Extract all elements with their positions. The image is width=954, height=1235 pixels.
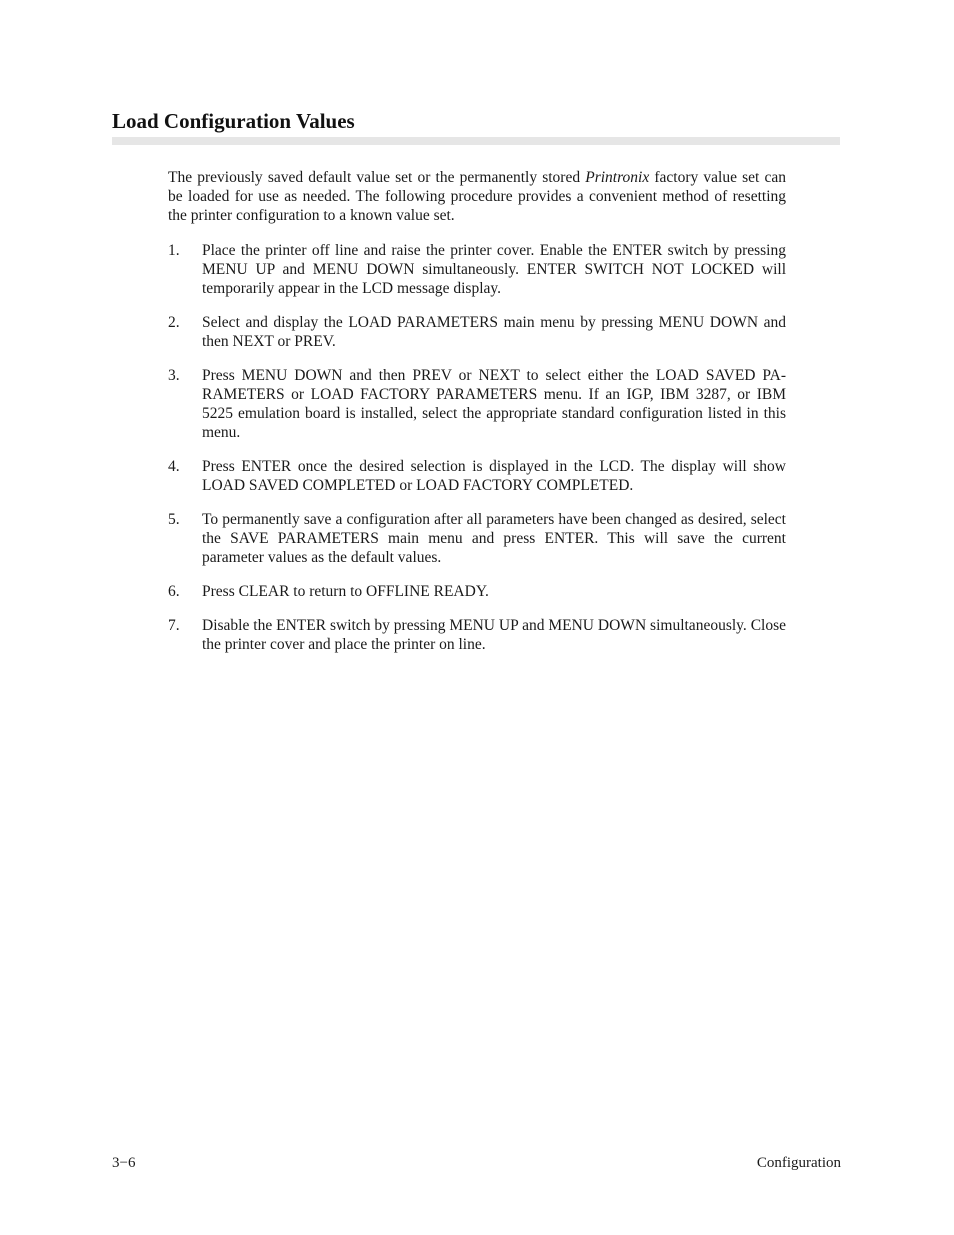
step-number: 3. <box>168 367 180 384</box>
procedure-step <box>168 582 786 601</box>
step-text: Disable the ENTER switch by pressing MENU UP and MENU DOWN simultaneously. Close the printer cover and place the printer on line. <box>202 617 786 653</box>
step-text: Place the printer off line and raise the printer cover. Enable the ENTER switch by pressing MENU UP and MENU DOWN simultaneously. ENTER SWITCH NOT LOCKED will temporarily appear in the LCD message display. <box>202 242 786 297</box>
step-text: Select and display the LOAD PARAMETERS main menu by pressing MENU DOWN and then NEXT or PREV. <box>202 314 786 350</box>
intro-paragraph <box>168 168 786 225</box>
step-text: To permanently save a configuration after all parameters have been changed as desired, select the SAVE PARAMETERS main menu and press ENTER. This will save the current parameter values as the default values. <box>202 511 786 566</box>
step-number: 6. <box>168 583 180 600</box>
procedure-step <box>168 241 786 298</box>
step-number: 4. <box>168 458 180 475</box>
procedure-step <box>168 616 786 654</box>
step-number: 2. <box>168 314 180 331</box>
intro-text-start: The previously saved default value set or the permanently stored <box>168 169 586 186</box>
page-number: 3−6 <box>112 1155 136 1171</box>
brand-name: Printronix <box>585 169 650 186</box>
procedure-step <box>168 366 786 442</box>
step-text: Press MENU DOWN and then PREV or NEXT to select either the LOAD SAVED PARAMETERS or LOAD FACTORY PARAMETERS menu. If an IGP, IBM 3287, or IBM 5225 emulation board is installed, select the appropriate standard configuration listed in this menu. <box>202 367 786 441</box>
step-number: 7. <box>168 617 180 634</box>
step-text: Press CLEAR to return to OFFLINE READY. <box>202 583 489 600</box>
procedure-step <box>168 510 786 567</box>
procedure-steps <box>168 241 786 654</box>
step-text: Press ENTER once the desired selection is displayed in the LCD. The display will show LOAD SAVED COMPLETED or LOAD FACTORY COMPLETED. <box>202 458 786 494</box>
procedure-step <box>168 313 786 351</box>
procedure-step <box>168 457 786 495</box>
step-number: 5. <box>168 511 180 528</box>
section-name: Configuration <box>756 1155 841 1171</box>
intro-text-end: factory value set can be loaded for use as needed. The following procedure provides a convenient method of resetting the printer configuration to a known value set. <box>168 169 786 224</box>
step-number: 1. <box>168 242 180 259</box>
title-rule <box>112 137 840 145</box>
main-content <box>168 168 786 669</box>
page-title: Load Configuration Values <box>112 109 355 133</box>
